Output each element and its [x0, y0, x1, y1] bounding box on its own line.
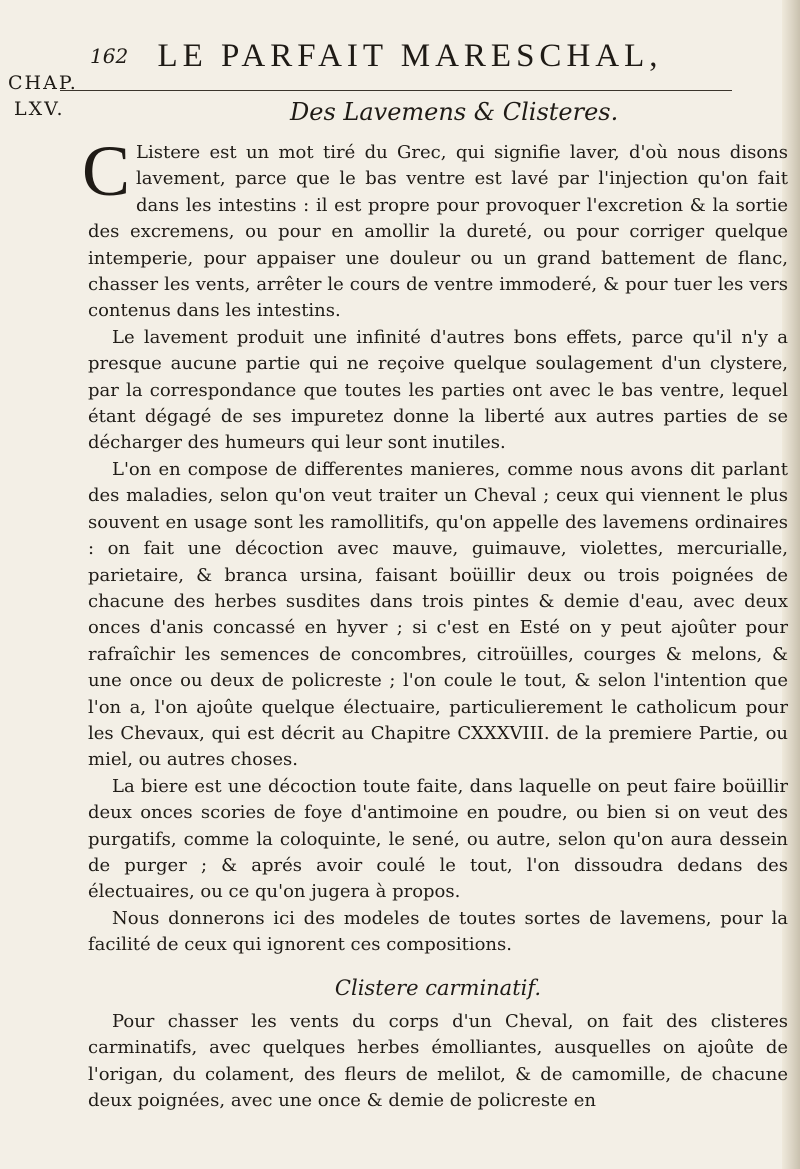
header-rule — [60, 90, 732, 91]
paragraph — [82, 131, 788, 325]
chapter-label: CHAP. — [8, 72, 78, 94]
page-header — [80, 38, 740, 78]
paragraph-text: Listere est un mot tiré du Grec, qui signifie laver, d'où nous disons lavement, parce que le bas ventre est lavé par l'injection qu'on fait dans les intestins : il est propre pour provoquer l'excretion & la sortie des excremens, ou pour en amollir la dureté, ou pour corriger quelque intemperie, pour appaiser une douleur ou un grand battement de flanc, chasser les vents, arrêter le cours de ventre immoderé, & pour tuer les vers contenus dans les intestins. — [88, 142, 788, 322]
paragraph: Le lavement produit une infinité d'autres bons effets, parce qu'il n'y a presque aucune partie qui ne reçoive quelque soulagement d'un clystere, par la correspondance que toutes les parties ont avec le bas ventre, lequel étant dégagé de ses impuretez donne la liberté aux autres parties de se décharger des humeurs qui leur sont inutiles. — [88, 326, 788, 454]
page-number: 162 — [90, 44, 129, 68]
section-title: Des Lavemens & Clisteres. — [290, 98, 619, 126]
paragraph: La biere est une décoction toute faite, dans laquelle on peut faire boüillir deux onces scories de foye d'antimoine en poudre, ou bien si on veut des purgatifs, comme la coloquinte, le sené, ou autre, selon qu'on aura dessein de purger ; & aprés avoir coulé le tout, l'on dissoudra dedans des électuaires, ou ce qu'on jugera à propos. — [88, 775, 788, 903]
drop-cap: C — [82, 131, 131, 211]
recipe-title: Clistere carminatif. — [334, 975, 542, 1000]
paragraph: Nous donnerons ici des modeles de toutes sortes de lavemens, pour la facilité de ceux qui ignorent ces compositions. — [88, 907, 788, 956]
running-title: LE PARFAIT MARESCHAL, — [157, 38, 663, 74]
paragraph: L'on en compose de differentes manieres, comme nous avons dit parlant des maladies, selon qu'on veut traiter un Cheval ; ceux qui viennent le plus souvent en usage sont les ramollitifs, qu'on appelle des lavemens ordinaires : on fait une décoction avec mauve, guimauve, violettes, mercurialle, parietaire, & branca ursina, faisant boüillir deux ou trois poignées de chacune des herbes susdites dans trois pintes & demie d'eau, avec deux onces d'anis concassé en hyver ; si c'est en Esté on y peut ajoûter pour rafraîchir les semences de concombres, citroüilles, courges & melons, & une once ou deux de policreste ; l'on coule le tout, & selon l'intention que l'on a, l'on ajoûte quelque électuaire, particulierement le catholicum pour les Chevaux, qui est décrit au Chapitre CXXXVIII. de la premiere Partie, ou miel, ou autres choses. — [88, 458, 788, 771]
chapter-number: LXV. — [14, 98, 65, 120]
paragraph: Pour chasser les vents du corps d'un Cheval, on fait des clisteres carminatifs, avec quelques herbes émolliantes, ausquelles on ajoûte de l'origan, du colament, des fleurs de melilot, & de camomille, de chacune deux poignées, avec une once & demie de policreste en — [88, 1011, 788, 1112]
body-text — [82, 131, 788, 1115]
chapter-margin-note — [8, 70, 78, 122]
